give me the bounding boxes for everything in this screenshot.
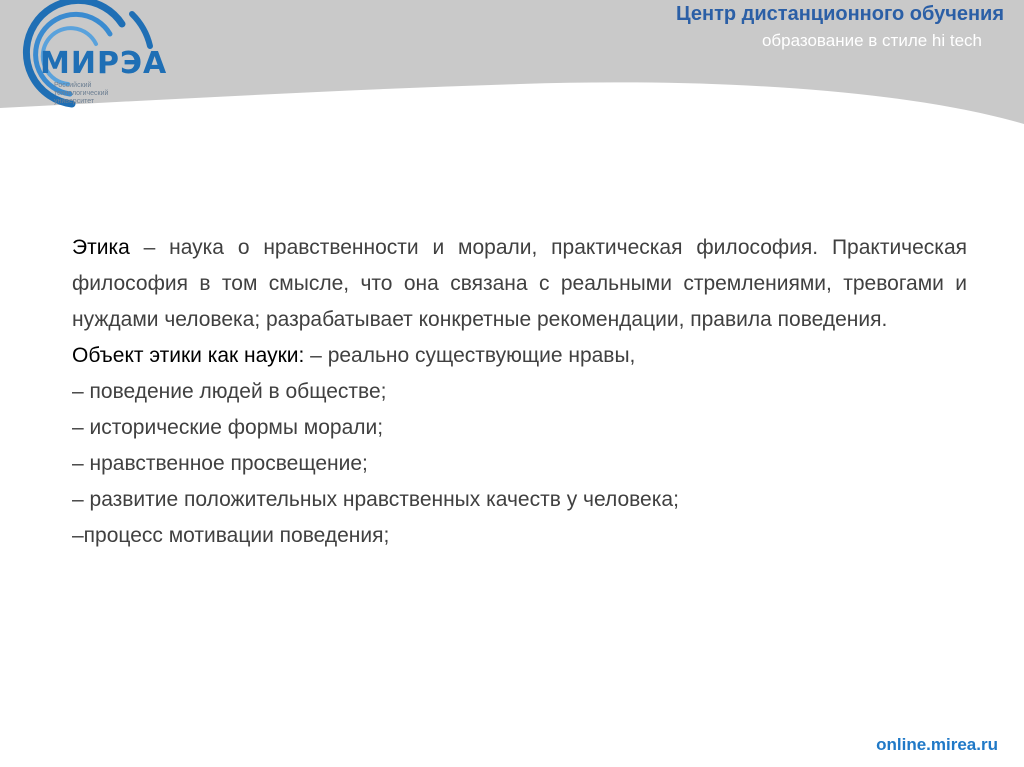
list-item: – исторические формы морали;	[72, 416, 384, 439]
definition-paragraph	[72, 230, 967, 338]
header-subtitle: образование в стиле hi tech	[761, 31, 982, 50]
logo-subtitle-line: Российский	[54, 82, 92, 89]
header-title: Центр дистанционного обучения	[676, 3, 1004, 25]
list-item: – нравственное просвещение;	[72, 452, 368, 475]
logo-subtitle-line: технологический	[54, 90, 109, 97]
footer-url[interactable]: online.mirea.ru	[876, 735, 998, 754]
logo-name: МИРЭА	[40, 46, 168, 81]
list-item: – развитие положительных нравственных качеств у человека;	[72, 488, 679, 511]
list-item: – поведение людей в обществе;	[72, 380, 387, 403]
definition-term: Этика	[72, 236, 130, 259]
object-label: Объект этики как науки:	[72, 344, 305, 367]
logo-subtitle-line: университет	[54, 98, 95, 105]
logo-subtitle	[54, 82, 134, 106]
definition-text: – наука о нравственности и морали, практическая философия. Практическая философия в том смысле, что она связана с реальными стремлениями, тревогами и нуждами человека; разрабатывает конкретные рекомендации, правила поведения.	[72, 236, 967, 331]
list-item: –процесс мотивации поведения;	[72, 524, 390, 547]
object-text: – реально существующие нравы,	[304, 344, 636, 367]
object-line	[72, 338, 967, 374]
mirea-logo	[0, 0, 190, 118]
slide-content	[72, 230, 967, 554]
